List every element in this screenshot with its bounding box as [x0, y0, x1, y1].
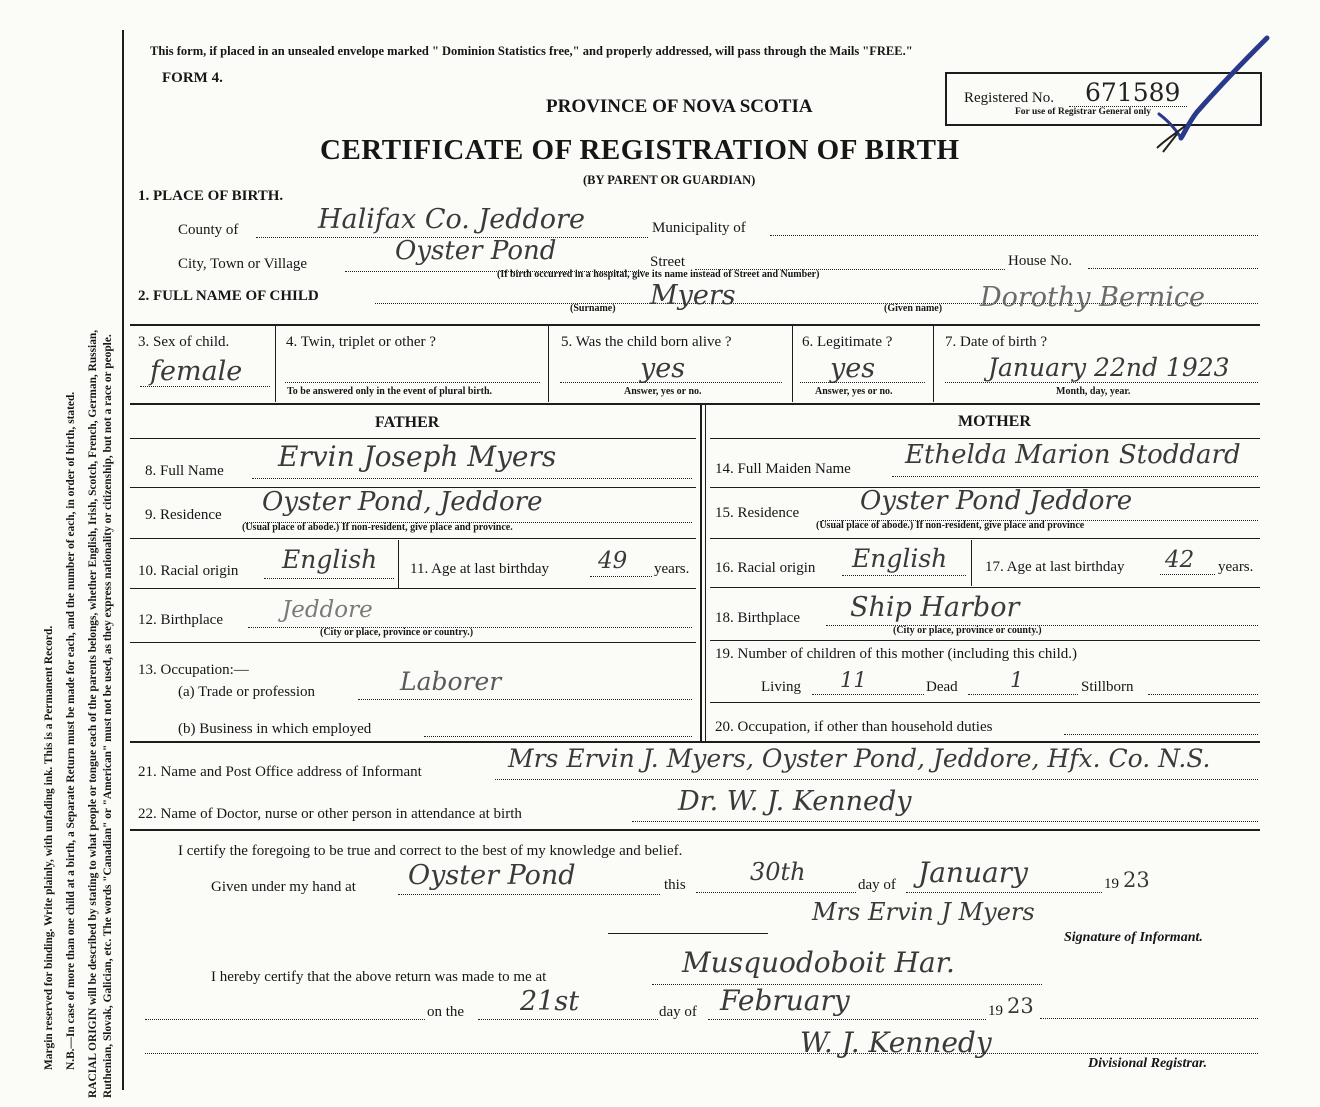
living-label: Living	[761, 679, 801, 695]
certify-statement: I certify the foregoing to be true and correct to the best of my knowledge and belief.	[178, 843, 683, 859]
mother-residence-note: (Usual place of abode.) If non-resident, give place and province	[816, 520, 1085, 531]
registrar-month-value: February	[720, 984, 850, 1017]
certificate-subtitle: (BY PARENT OR GUARDIAN)	[583, 173, 756, 187]
mother-residence-label: 15. Residence	[715, 505, 800, 521]
doctor-label: 22. Name of Doctor, nurse or other person in attendance at birth	[138, 806, 522, 822]
father-name-value: Ervin Joseph Myers	[278, 440, 557, 473]
registrar-dayof-label: day of	[659, 1004, 697, 1020]
father-race-label: 10. Racial origin	[138, 563, 239, 579]
father-heading: FATHER	[375, 414, 440, 431]
street-label: Street	[650, 254, 685, 270]
form-number: FORM 4.	[162, 70, 223, 86]
house-label: House No.	[1008, 253, 1073, 269]
margin-line-2: N.B.—In case of more than one child at a birth, a Separate Return must be made for each, and the number of each, in order of birth, stated.	[65, 391, 77, 1070]
mother-age-label: 17. Age at last birthday	[985, 559, 1125, 575]
child-surname: Myers	[650, 280, 736, 311]
twin-label: 4. Twin, triplet or other ?	[286, 334, 436, 350]
registered-label: Registered No.	[964, 90, 1054, 106]
father-race-value: English	[282, 545, 378, 574]
registrar-statement: I hereby certify that the above return was made to me at	[211, 969, 547, 985]
mother-age-value: 42	[1165, 547, 1195, 573]
on-label: on the	[427, 1004, 465, 1020]
city-value: Oyster Pond	[395, 236, 557, 266]
father-age-value: 49	[598, 548, 628, 574]
child-given-name: Dorothy Bernice	[980, 282, 1205, 313]
mother-age-unit: years.	[1218, 559, 1254, 575]
children-count-label: 19. Number of children of this mother (including this child.)	[715, 646, 1078, 662]
living-value: 11	[840, 668, 867, 692]
certify-year-prefix: 19	[1104, 876, 1119, 892]
registrar-signature: W. J. Kennedy	[800, 1026, 992, 1059]
margin-line-1: Margin reserved for binding. Write plainly, with unfading ink. This is a Permanent Record.	[43, 625, 55, 1070]
province-heading: PROVINCE OF NOVA SCOTIA	[546, 96, 813, 117]
registrar-day-value: 21st	[520, 986, 580, 1017]
given-place-value: Oyster Pond	[408, 860, 576, 891]
dayof-label: day of	[858, 877, 896, 893]
mother-heading: MOTHER	[958, 413, 1031, 430]
father-age-label: 11. Age at last birthday	[410, 561, 549, 577]
hospital-note: (If birth occurred in a hospital, give its name instead of Street and Number)	[497, 269, 820, 280]
city-label: City, Town or Village	[178, 256, 308, 272]
house-line	[1088, 268, 1258, 269]
legitimate-note: Answer, yes or no.	[815, 386, 893, 397]
father-residence-label: 9. Residence	[145, 507, 222, 523]
informant-label: 21. Name and Post Office address of Informant	[138, 764, 422, 780]
trade-label: (a) Trade or profession	[178, 684, 316, 700]
registered-number: 671589	[1085, 78, 1181, 107]
mother-birthplace-note: (City or place, province or county.)	[893, 625, 1042, 636]
father-birthplace-value: Jeddore	[282, 597, 373, 623]
mother-occupation-label: 20. Occupation, if other than household duties	[715, 719, 993, 735]
business-label: (b) Business in which employed	[178, 721, 372, 737]
informant-signature: Mrs Ervin J Myers	[812, 898, 1035, 926]
place-of-birth-label: 1. PLACE OF BIRTH.	[138, 188, 284, 204]
mother-birthplace-value: Ship Harbor	[850, 592, 1020, 623]
father-occupation-label: 13. Occupation:—	[138, 662, 249, 678]
date-label: 7. Date of birth ?	[945, 334, 1048, 350]
registrar-place-value: Musquodoboit Har.	[682, 946, 955, 979]
trade-value: Laborer	[400, 667, 502, 696]
father-residence-value: Oyster Pond, Jeddore	[262, 487, 543, 517]
sex-label: 3. Sex of child.	[138, 334, 230, 350]
stillborn-label: Stillborn	[1081, 679, 1134, 695]
this-label: this	[664, 877, 686, 893]
given-label: Given under my hand at	[211, 879, 356, 895]
signature-caption: Signature of Informant.	[1064, 930, 1203, 945]
municipality-line	[770, 235, 1258, 236]
doctor-value: Dr. W. J. Kennedy	[678, 786, 912, 817]
margin-line-3: RACIAL ORIGIN will be described by stating to what people or tongue each of the parents belongs, whether English, Irish, Scotch, French, German, Russian,	[87, 329, 99, 1098]
mother-residence-value: Oyster Pond Jeddore	[860, 486, 1133, 516]
dead-label: Dead	[926, 679, 958, 695]
dead-value: 1	[1010, 668, 1024, 692]
date-value: January 22nd 1923	[988, 353, 1230, 382]
father-birthplace-label: 12. Birthplace	[138, 612, 223, 628]
registrar-note: For use of Registrar General only	[1015, 107, 1152, 117]
county-value: Halifax Co. Jeddore	[318, 204, 585, 235]
father-residence-note: (Usual place of abode.) If non-resident, give place and province.	[242, 522, 513, 533]
legitimate-label: 6. Legitimate ?	[802, 334, 893, 350]
mother-name-label: 14. Full Maiden Name	[715, 461, 851, 477]
mother-race-value: English	[852, 544, 948, 573]
mother-birthplace-label: 18. Birthplace	[715, 610, 800, 626]
alive-note: Answer, yes or no.	[624, 386, 702, 397]
given-name-caption: (Given name)	[884, 303, 943, 314]
mail-note: This form, if placed in an unsealed envelope marked " Dominion Statistics free," and properly addressed, will pass through the Mails "FREE."	[150, 44, 913, 58]
municipality-label: Municipality of	[652, 220, 746, 236]
father-age-unit: years.	[654, 561, 690, 577]
alive-value: yes	[640, 353, 686, 384]
surname-caption: (Surname)	[570, 303, 616, 314]
twin-note: To be answered only in the event of plural birth.	[287, 386, 493, 397]
certify-year-value: 23	[1123, 868, 1150, 892]
certify-day-value: 30th	[750, 858, 806, 886]
registrar-year-value: 23	[1007, 994, 1034, 1018]
sex-value: female	[150, 356, 243, 387]
child-name-label: 2. FULL NAME OF CHILD	[138, 288, 319, 304]
county-label: County of	[178, 222, 239, 238]
registrar-year-prefix: 19	[988, 1003, 1003, 1019]
mother-race-label: 16. Racial origin	[715, 560, 816, 576]
margin-line-4: Ruthenian, Slovak, Galician, etc. The words "Canadian" or "American" must not be used, as they express nationality or citizenship, but not a race or people.	[102, 334, 114, 1098]
certificate-title: CERTIFICATE OF REGISTRATION OF BIRTH	[320, 134, 960, 166]
informant-value: Mrs Ervin J. Myers, Oyster Pond, Jeddore, Hfx. Co. N.S.	[508, 744, 1211, 773]
alive-label: 5. Was the child born alive ?	[561, 334, 732, 350]
margin-rule	[122, 30, 124, 1090]
certify-month-value: January	[918, 856, 1028, 889]
father-name-label: 8. Full Name	[145, 463, 224, 479]
registrar-caption: Divisional Registrar.	[1088, 1056, 1208, 1071]
mother-name-value: Ethelda Marion Stoddard	[905, 440, 1241, 470]
date-note: Month, day, year.	[1056, 386, 1131, 397]
legitimate-value: yes	[830, 353, 876, 384]
registrar-check-mark	[1145, 30, 1275, 160]
father-birthplace-note: (City or place, province or country.)	[320, 627, 474, 638]
